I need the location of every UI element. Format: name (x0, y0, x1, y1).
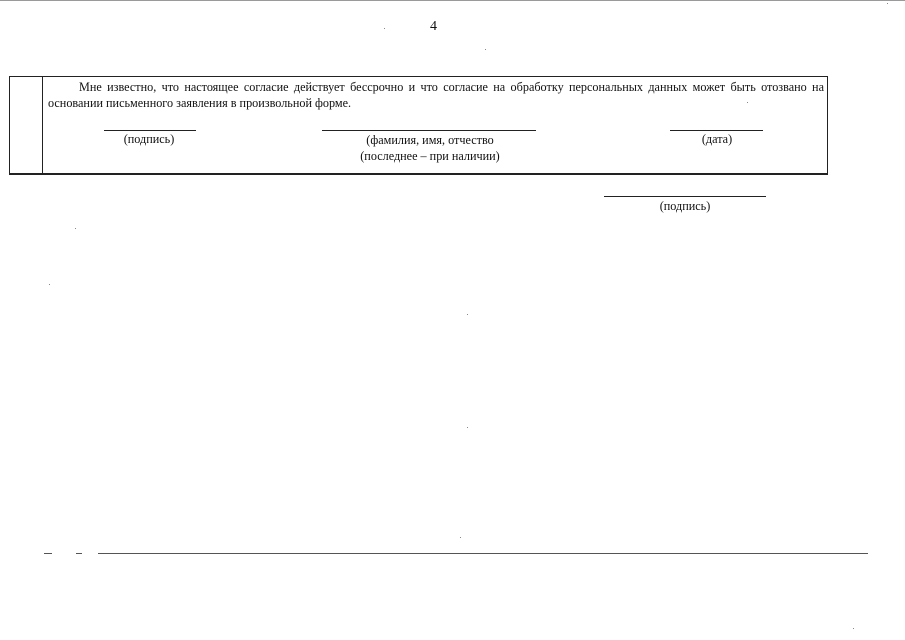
scan-speck (887, 3, 888, 4)
scan-speck (747, 102, 748, 103)
scan-speck (467, 427, 468, 428)
outer-signature-line (604, 196, 766, 197)
bottom-rule (98, 553, 868, 554)
scan-speck (467, 314, 468, 315)
scan-speck (384, 28, 385, 29)
scan-speck (853, 628, 854, 629)
consent-box (9, 76, 828, 175)
date-caption: (дата) (701, 132, 733, 146)
consent-text: Мне известно, что настоящее согласие действует бессрочно и что согласие на обработку персональных данных может быть отозвано на основании письменного заявления в произвольной форме. (48, 80, 824, 110)
date-line (670, 130, 763, 131)
page-top-edge (0, 0, 905, 1)
outer-signature-caption: (подпись) (659, 199, 711, 213)
consent-box-margin-line (42, 77, 43, 173)
full-name-caption-line-1: (фамилия, имя, отчество (366, 133, 494, 147)
full-name-line (322, 130, 536, 131)
signature-line (104, 130, 196, 131)
full-name-caption (340, 132, 520, 164)
full-name-caption-line-2: (последнее – при наличии) (360, 149, 500, 163)
signature-caption: (подпись) (123, 132, 175, 146)
scan-speck (485, 49, 486, 50)
page-number: 4 (430, 19, 437, 34)
scan-speck (460, 537, 461, 538)
bottom-rule-dash-mid (76, 553, 82, 554)
scan-speck (75, 228, 76, 229)
bottom-rule-dash-left (44, 553, 52, 554)
scan-speck (49, 284, 50, 285)
